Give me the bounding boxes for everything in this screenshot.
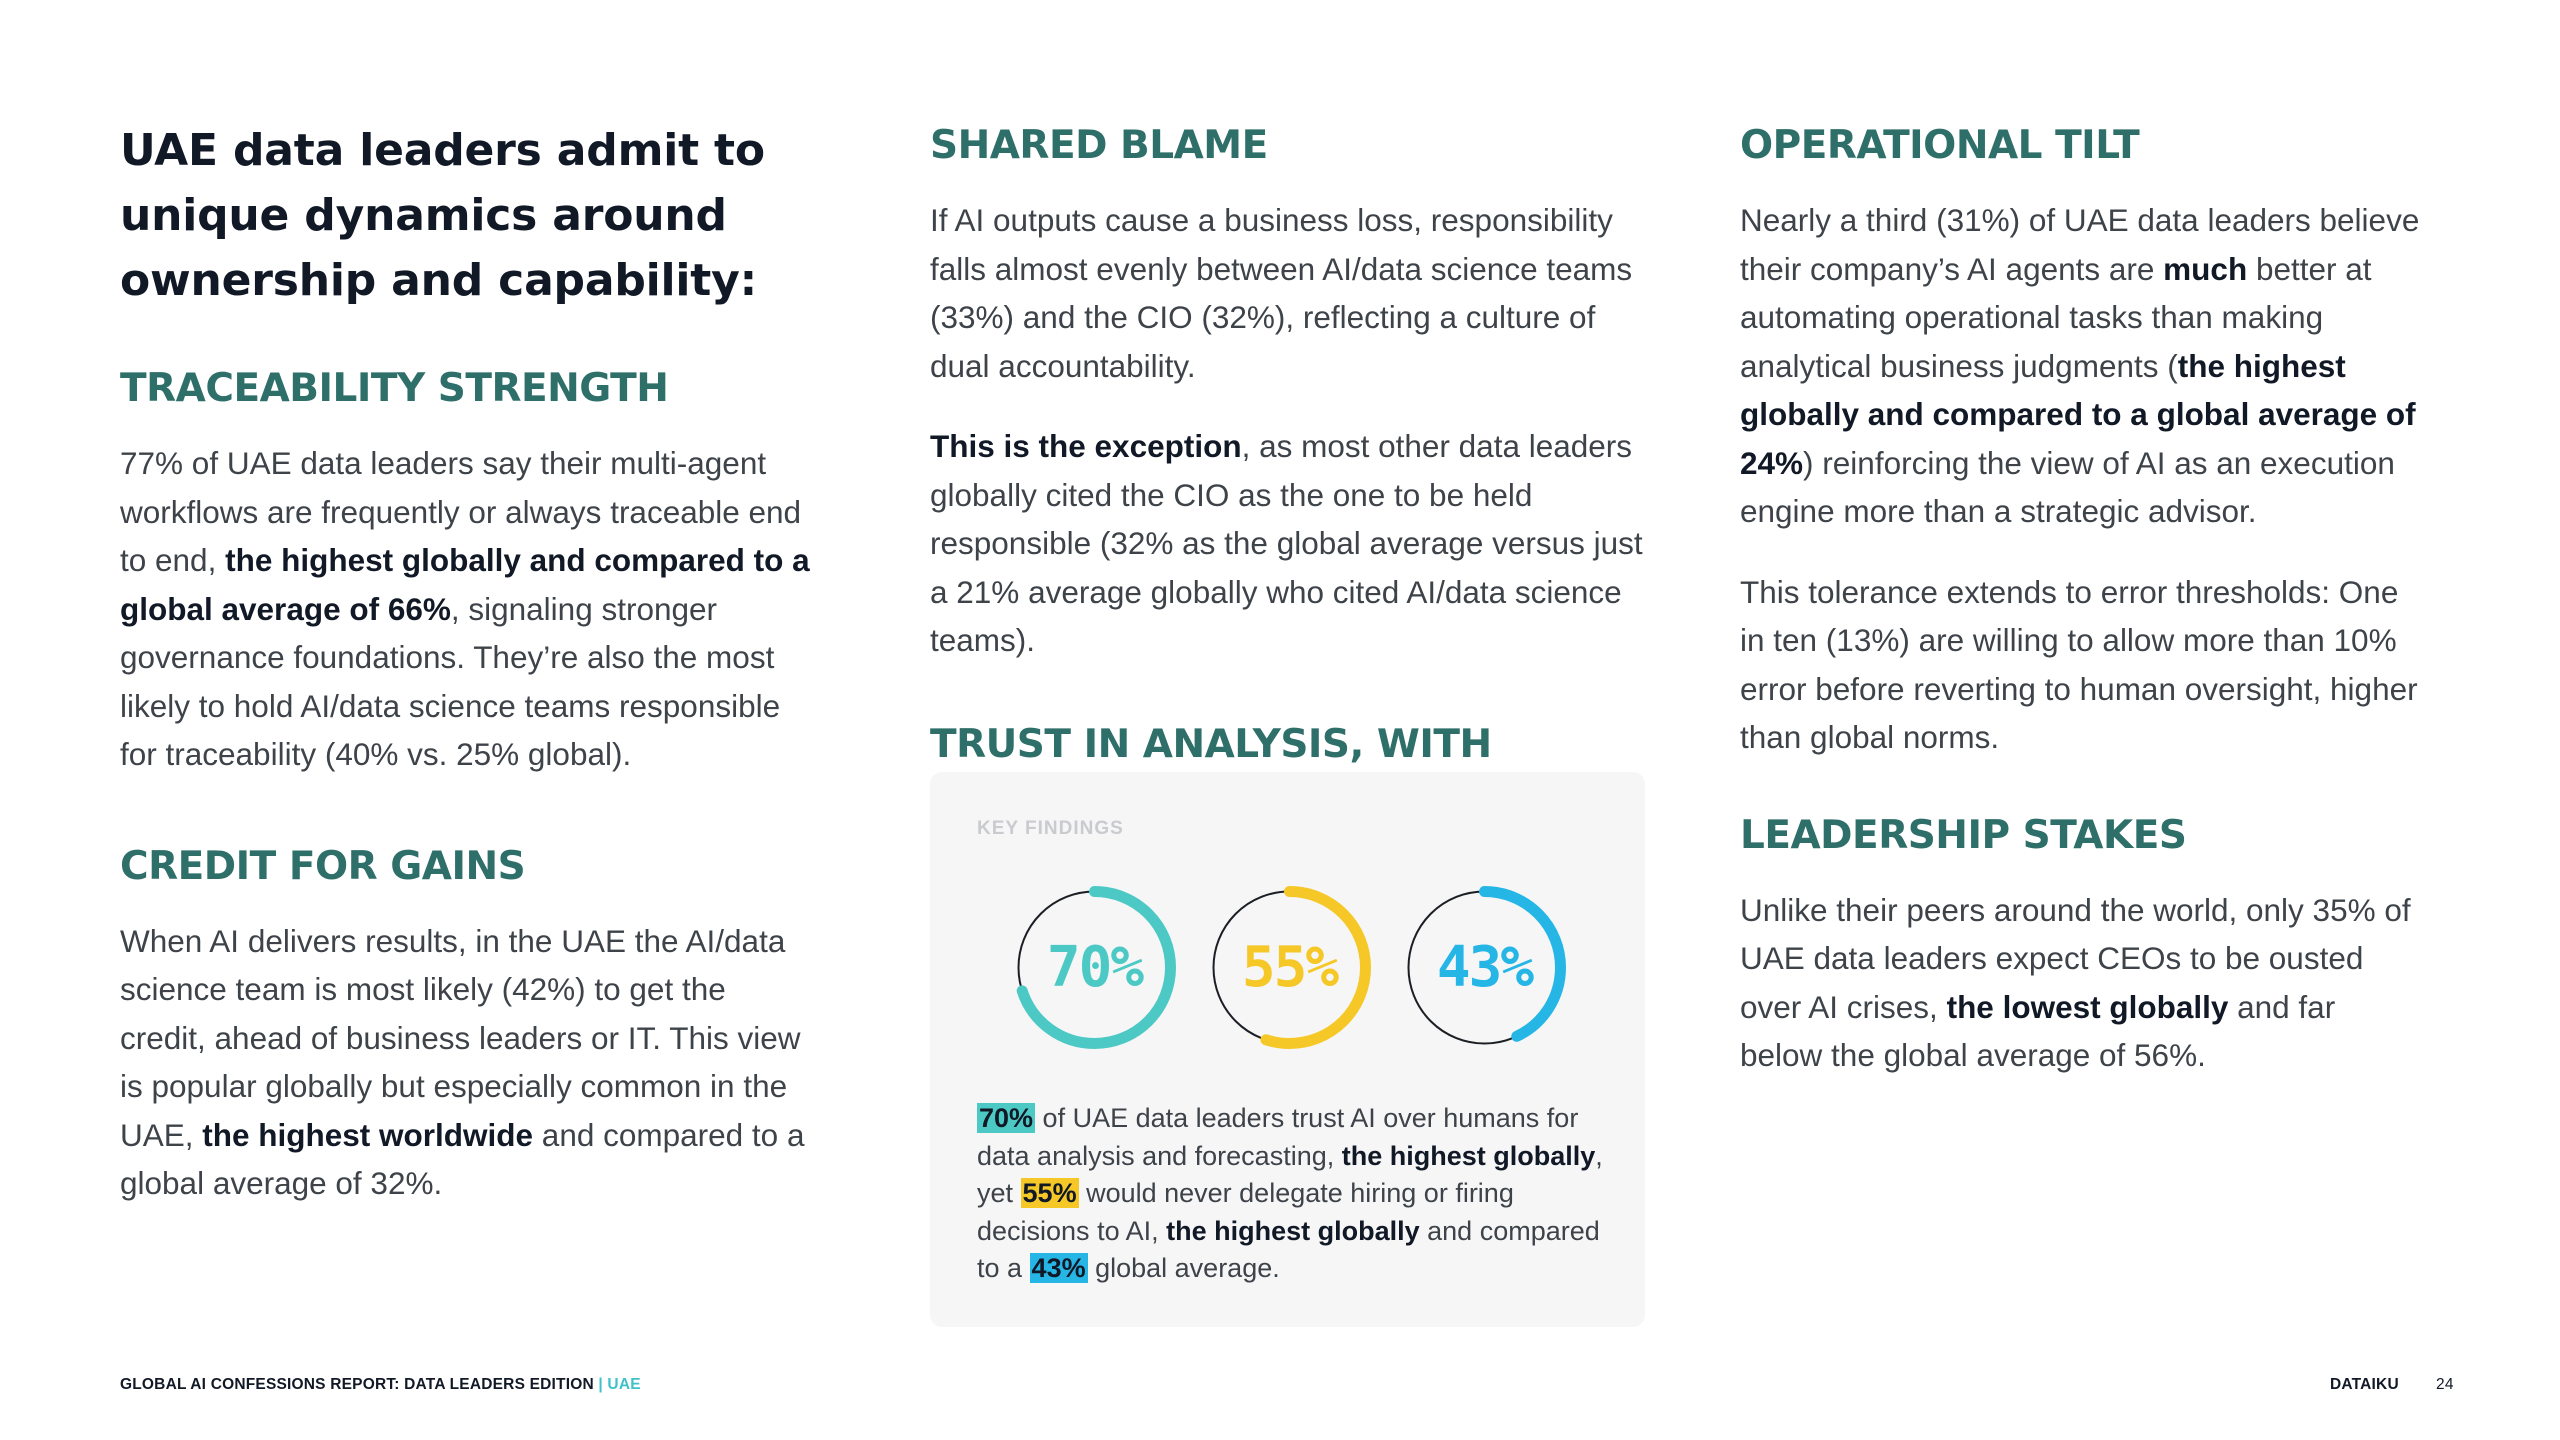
page-number: 24 — [2436, 1376, 2454, 1393]
left-column — [120, 118, 810, 1240]
key-findings-text: 70% of UAE data leaders trust AI over humans for data analysis and forecasting, the highest globally, yet 55% would never delegate hiring or firing decisions to AI, the highest globally and compared to a 43% global average. — [977, 1103, 1603, 1283]
shared-blame-paragraph-1: If AI outputs cause a business loss, responsibility falls almost evenly between AI/data science teams (33%) and the CIO (32%), reflecting a culture of dual accountability. — [930, 202, 1633, 384]
footer-brand: DATAIKU — [2330, 1376, 2399, 1393]
shared-blame-heading: SHARED BLAME — [930, 123, 1268, 168]
shared-blame-paragraph-2: This is the exception, as most other data leaders globally cited the CIO as the one to be held responsible (32% as the global average versus just a 21% average globally who cited AI/data science teams). — [930, 428, 1643, 658]
key-findings-box — [930, 772, 1645, 1327]
leadership-heading: LEADERSHIP STAKES — [1740, 812, 2187, 858]
operational-heading: OPERATIONAL TILT — [1740, 123, 2140, 168]
highlight-43: 43% — [1031, 1253, 1086, 1283]
ring-chart-70 — [1012, 885, 1177, 1050]
right-column — [1740, 118, 2420, 1112]
middle-column — [930, 118, 1650, 851]
credit-paragraph: When AI delivers results, in the UAE the AI/data science team is most likely (42%) to get the credit, ahead of business leaders or IT. This view is popular globally but especially common in the UAE, the highest worldwide and compared to a global average of 32%. — [120, 922, 805, 1201]
ring-value-43: 43% — [1436, 935, 1533, 1000]
ring-chart-43 — [1402, 885, 1567, 1050]
footer-region: | UAE — [593, 1376, 641, 1393]
leadership-paragraph: Unlike their peers around the world, only 35% of UAE data leaders expect CEOs to be ousted over AI crises, the lowest globally and far below the global average of 56%. — [1740, 891, 2411, 1073]
credit-heading: CREDIT FOR GAINS — [120, 843, 526, 889]
page-title: UAE data leaders admit to unique dynamics around ownership and capability: — [120, 125, 765, 306]
ring-chart-55 — [1207, 885, 1372, 1050]
footer-report-title: GLOBAL AI CONFESSIONS REPORT: DATA LEADERS EDITION | UAE — [120, 1376, 641, 1393]
key-findings-label: KEY FINDINGS — [977, 818, 1124, 839]
ring-value-55: 55% — [1241, 935, 1338, 1000]
ring-value-70: 70% — [1046, 935, 1143, 1000]
traceability-heading: TRACEABILITY STRENGTH — [120, 366, 669, 411]
operational-paragraph-1: Nearly a third (31%) of UAE data leaders believe their company’s AI agents are much better at automating operational tasks than making analytical business judgments (the highest globally and compared to a global average of 24%) reinforcing the view of AI as an execution engine more than a strategic advisor. — [1740, 202, 2420, 529]
highlight-55: 55% — [1022, 1178, 1077, 1208]
traceability-paragraph: 77% of UAE data leaders say their multi-agent workflows are frequently or always traceable end to end, the highest globally and compared to a global average of 66%, signaling stronger governance foundations. They’re also the most likely to hold AI/data science teams responsible for traceability (40% vs. 25% global). — [120, 445, 810, 772]
highlight-70: 70% — [979, 1103, 1034, 1133]
operational-paragraph-2: This tolerance extends to error thresholds: One in ten (13%) are willing to allow more than 10% error before reverting to human oversight, higher than global norms. — [1740, 573, 2418, 755]
trust-heading: TRUST IN ANALYSIS, WITH — [930, 721, 1492, 767]
